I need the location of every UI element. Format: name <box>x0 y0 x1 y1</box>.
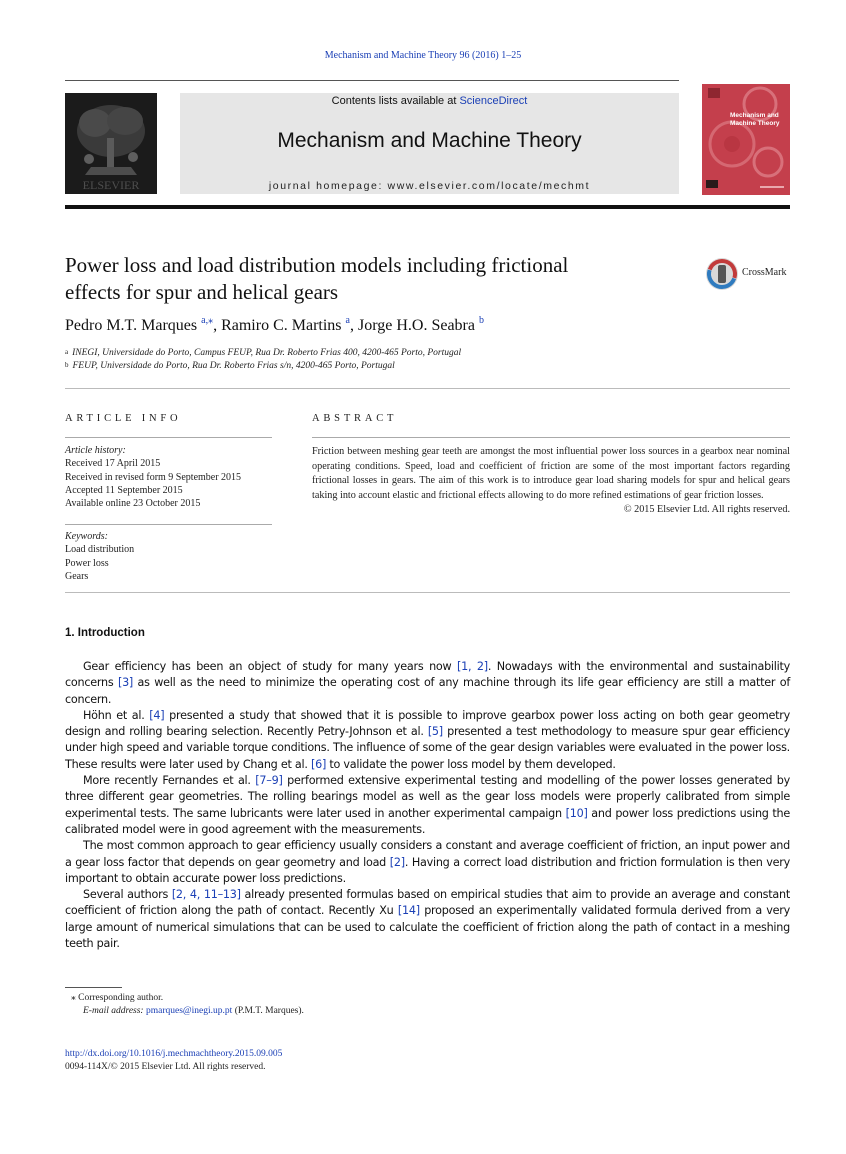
section-heading-introduction: 1. Introduction <box>65 627 145 639</box>
header-thick-divider <box>65 205 790 209</box>
keyword-item: Gears <box>65 570 89 582</box>
intro-paragraph <box>65 659 790 708</box>
article-title-line-2: effects for spur and helical gears <box>65 280 339 304</box>
citation-link[interactable]: [4] <box>149 708 165 722</box>
contents-line <box>180 95 679 107</box>
gear-pattern-icon <box>702 84 790 195</box>
paragraph-text: as well as the need to minimize the operating cost of any machine through its life gear efficiency are still a matter of concern. <box>65 676 791 706</box>
keywords-block <box>65 530 272 583</box>
affiliation-marker: b <box>65 361 69 369</box>
journal-title: Mechanism and Machine Theory <box>277 129 582 152</box>
author-separator: , <box>213 317 222 334</box>
abstract-body <box>312 445 790 518</box>
paragraph-text: Gear efficiency has been an object of study for many years now <box>83 660 458 673</box>
intro-paragraph <box>65 887 790 952</box>
top-divider <box>65 80 679 81</box>
article-info-heading: ARTICLE INFO <box>65 413 182 424</box>
corresponding-author-text: Corresponding author. <box>78 993 164 1003</box>
citation-link[interactable]: [10] <box>565 806 588 820</box>
abstract-text: Friction between meshing gear teeth are amongst the most influential power loss sources in a gearbox near nominal operating conditions. Speed, load and coefficient of friction are some of the most important factors regarding frictional losses in gears. The aim of this work is to introduce gear load sharing models for spur and helical gears taking into account elastic and frictional effects allowing to do more refined estimations of gear friction losses. <box>312 446 790 501</box>
paragraph-text: presented a study that showed that it is possible to improve gearbox power loss acting on both gear geometry design and rolling bearing selection. Recently Petry-Johnson et al. <box>65 708 790 739</box>
keyword-item: Power loss <box>65 557 109 569</box>
affiliation-text: INEGI, Universidade do Porto, Campus FEUP, Rua Dr. Roberto Frias 400, 4200-465 Porto, Portugal <box>72 348 462 358</box>
history-item: Received 17 April 2015 <box>65 458 161 470</box>
history-label: Article history: <box>65 445 126 456</box>
elsevier-logo[interactable] <box>65 93 157 194</box>
intro-paragraph <box>65 773 790 838</box>
author-separator: , <box>349 317 358 334</box>
article-title <box>65 252 685 306</box>
keywords-divider <box>65 524 272 525</box>
author-name[interactable]: Pedro M.T. Marques <box>65 317 202 334</box>
paragraph-text: Höhn et al. <box>83 708 150 722</box>
journal-reference[interactable]: Mechanism and Machine Theory 96 (2016) 1–25 <box>324 50 522 61</box>
history-item: Available online 23 October 2015 <box>65 498 201 510</box>
paragraph-text: . Nowadays with the environmental and sustainability concerns <box>65 660 790 690</box>
elsevier-logo-text: ELSEVIER <box>82 178 140 192</box>
paragraph-text: . Having a correct load distribution and friction formulation is then very important to obtain accurate power loss predictions. <box>65 855 790 885</box>
contents-prefix: Contents lists available at <box>331 95 460 107</box>
email-suffix: (P.M.T. Marques). <box>232 1006 304 1017</box>
cover-title: Mechanism and Machine Theory <box>730 112 780 128</box>
keywords-label: Keywords: <box>65 531 108 542</box>
author-email-link[interactable]: pmarques@inegi.up.pt <box>145 1006 233 1017</box>
doi-link[interactable]: http://dx.doi.org/10.1016/j.mechmachtheory.2015.09.005 <box>65 1049 283 1059</box>
affiliation-marker: a <box>65 348 69 356</box>
journal-homepage[interactable]: journal homepage: www.elsevier.com/locate/mechmt <box>268 180 591 192</box>
citation-link[interactable]: [3] <box>117 676 134 690</box>
citation-link[interactable]: [2, 4, 11–13] <box>171 888 241 902</box>
paragraph-text: proposed an experimentally validated formula derived from a very large amount of numerical simulations that can be used to calculate the coefficient of friction along the path of contact in a meshing teeth pair. <box>65 904 791 951</box>
citation-link[interactable]: [1, 2] <box>457 660 488 673</box>
paragraph-text: presented a test methodology to measure spur gear efficiency under high speed and variable torque conditions. The influence of some of the gear design variables were evaluated in the power loss. These results were later used by Chang et al. <box>65 725 790 771</box>
journal-cover[interactable] <box>702 84 790 195</box>
email-note <box>65 1005 304 1018</box>
abstract-copyright: © 2015 Elsevier Ltd. All rights reserved. <box>623 504 790 516</box>
paragraph-text: already presented formulas based on empirical studies that aim to provide an average and constant coefficient of friction along the path of contact. Recently Xu <box>65 888 790 918</box>
history-item: Accepted 11 September 2015 <box>65 484 183 496</box>
author-list <box>65 317 484 335</box>
elsevier-tree-icon <box>65 93 157 194</box>
introduction-body <box>65 659 790 952</box>
affiliation-text: FEUP, Universidade do Porto, Rua Dr. Roberto Frias s/n, 4200-465 Porto, Portugal <box>72 361 395 371</box>
paragraph-text: The most common approach to gear efficiency usually considers a constant and average coefficient of friction, an input power and a gear loss factor that depends on gear geometry and load <box>65 839 790 869</box>
author-affiliation-marker[interactable]: b <box>478 315 484 326</box>
paragraph-text: More recently Fernandes et al. <box>83 774 256 788</box>
corresponding-author-note <box>65 992 304 1005</box>
paragraph-text: performed extensive experimental testing and modelling of the power losses generated by three different gear geometries. The rolling bearings model as well as the gear loss models were properly calibrated from simple experimental tests. The same lubricants were later used in another experimental campaign <box>65 774 790 820</box>
citation-link[interactable]: [2] <box>389 855 405 869</box>
intro-paragraph <box>65 838 790 887</box>
history-item: Received in revised form 9 September 2015 <box>65 471 242 483</box>
keyword-item: Load distribution <box>65 544 135 556</box>
paragraph-text: and power loss predictions using the calibrated model were in good agreement with the measurements. <box>65 806 790 836</box>
abstract-heading: ABSTRACT <box>312 413 398 424</box>
footnote <box>65 992 304 1019</box>
author-name[interactable]: Ramiro C. Martins <box>221 317 346 334</box>
doi-block <box>65 1048 282 1075</box>
paragraph-text: to validate the power loss model by them developed. <box>326 757 616 771</box>
article-history <box>65 444 272 510</box>
article-info-divider <box>65 437 272 438</box>
sciencedirect-link[interactable]: ScienceDirect <box>459 95 528 107</box>
journal-header <box>180 93 679 194</box>
affiliation-b <box>65 361 395 371</box>
section-divider <box>65 592 790 593</box>
email-label: E-mail address: <box>83 1006 146 1017</box>
issn-copyright: 0094-114X/© 2015 Elsevier Ltd. All rights reserved. <box>65 1062 266 1073</box>
footnote-divider <box>65 987 122 988</box>
author-affiliation-marker[interactable]: a <box>345 315 350 326</box>
footnote-marker: ⁎ <box>71 993 76 1003</box>
abstract-divider <box>312 437 790 438</box>
crossmark-label: CrossMark <box>742 267 787 278</box>
section-divider <box>65 388 790 389</box>
affiliation-a <box>65 348 461 358</box>
citation-link[interactable]: [6] <box>310 757 327 771</box>
article-title-line-1: Power loss and load distribution models including frictional <box>65 253 569 277</box>
crossmark-icon <box>705 257 739 291</box>
crossmark-badge[interactable] <box>705 257 795 291</box>
citation-link[interactable]: [7–9] <box>255 774 283 788</box>
author-affiliation-marker[interactable]: a,⁎ <box>201 315 214 326</box>
intro-paragraph <box>65 708 790 773</box>
paragraph-text: Several authors <box>83 888 172 902</box>
author-name[interactable]: Jorge H.O. Seabra <box>357 317 479 334</box>
citation-link[interactable]: [5] <box>427 725 443 739</box>
citation-link[interactable]: [14] <box>397 904 420 918</box>
